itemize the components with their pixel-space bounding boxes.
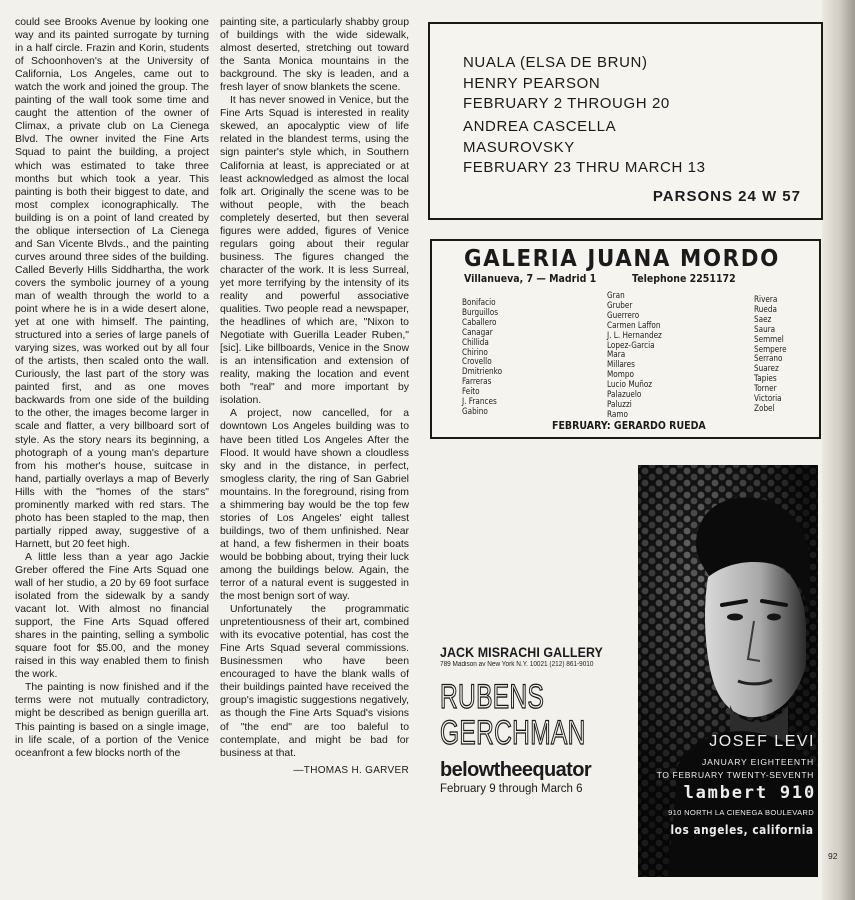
artist-name: Rueda [754, 304, 777, 315]
article-paragraph: painting site, a particularly shabby group of buildings with the wide sidewalk, almost deserted, stretching out toward the Santa Monica mountains in the background. The sky is leaden, and a fresh layer of snow blankets the scene. [220, 17, 409, 94]
gallery-name: JACK MISRACHI GALLERY [440, 645, 603, 660]
artist-name: Carmen Laffon [607, 320, 661, 331]
show-date-start: JANUARY EIGHTEENTH [702, 757, 814, 767]
artist-name: Mara [607, 350, 626, 361]
artist-name: Suarez [754, 364, 779, 375]
gallery-street: 910 NORTH LA CIENEGA BOULEVARD [668, 808, 814, 817]
show-dates: February 9 through March 6 [440, 783, 583, 795]
artist-name: Crovello [462, 357, 492, 368]
shirt-shape [668, 731, 818, 877]
page-gutter-curve [822, 0, 855, 900]
page-number: 92 [828, 851, 838, 861]
artist-name: J. L. Hernandez [607, 330, 662, 341]
artist-line: NUALA (ELSA DE BRUN) [463, 54, 648, 71]
article-column-2 [220, 16, 409, 777]
artist-line: ANDREA CASCELLA [463, 118, 617, 135]
artist-name: Lucio Muñoz [607, 380, 653, 391]
show-title: belowtheequator [440, 759, 592, 781]
artist-name: Tapies [754, 374, 777, 385]
artist-name: Paluzzi [607, 399, 632, 410]
lambert-910-ad [638, 465, 818, 877]
article-paragraph: could see Brooks Avenue by looking one way and its painted surrogate by turning in a half circle. Frazin and Korin, students of Schoonhoven's at the University of California, Los Angeles, came out to watch the work and joined the group. The painting of the wall took some time and caught the attention of the owner of Climax, a private club on La Cienega Blvd. The owner invited the Fine Arts Squad to paint the building, a project which was estimated to take three months but which took a year. This painting is both their biggest to date, and most complex iconographically. The building is on a point of land created by the oblique intersection of La Cienega and San Vicente Blvds., and the painting curves around three sides of the building. Called Beverly Hills Siddhartha, the work covers the symbolic journey of a young man of wealth through the world to a point where he is in a wide desert alone, yet at one with himself. The painting, structured into a series of large panels of varying sizes, was worked out by all four of the artists, then scaled onto the wall. Curiously, the last part of the story was painted first, and as one moves backwards from one side of the building to the other, the images become larger in scale and flatter, a very billboard sort of style. As the story nears its beginning, a photograph of a young man's departure from his mother's house, suitcase in hand, partially overlays a map of Beverly Hills with the "homes of the stars" prominently marked with red stars. The photo has been stapled to the map, then partially ripped away, suggestive of a Harnett, but 20 feet high. [15, 17, 209, 550]
gallery-phone: Telephone 2251172 [632, 273, 736, 285]
article-paragraph: A little less than a year ago Jackie Greber offered the Fine Arts Squad one wall of her studio, a 20 by 69 foot surface isolated from the sidewalk by a sandy vacant lot. With almost no financial support, the Fine Arts Squad offered shares in the painting, selling a symbolic square foot for $5.00, and the money raised in this way enabled them to finish the work. [15, 551, 209, 681]
artist-list-2 [607, 292, 662, 421]
artist-name: Ramo [607, 409, 628, 420]
artist-name: Saura [754, 324, 776, 335]
artist-name: Burguillos [462, 307, 499, 318]
artist-name: Lopez-Garcia [607, 340, 655, 351]
gallery-city: los angeles, california [670, 823, 814, 837]
artist-last-name: GERCHMAN [440, 714, 586, 752]
face-shape [705, 562, 806, 717]
artist-name: J. Frances [462, 397, 497, 408]
artist-name: Gran [607, 291, 625, 301]
first-show-block [463, 53, 670, 115]
artist-name: Semmel [754, 334, 784, 345]
article-paragraph: The painting is now finished and if the terms were not mutually contradictory, might be described as benign guerilla art. This painting is based on a single image, in life scale, of a portion of the Venice oceanfront a few blocks north of the [15, 682, 209, 759]
parsons-gallery-ad [428, 22, 823, 220]
artist-name: Feito [462, 387, 480, 398]
artist-name: Chirino [462, 347, 488, 358]
artist-name: Palazuelo [607, 390, 642, 401]
gallery-address: PARSONS 24 W 57 [652, 188, 801, 205]
artist-name: Canagar [462, 327, 493, 338]
article-paragraph: It has never snowed in Venice, but the Fine Arts Squad is interested in reality skewed, an apocalyptic view of life related in the blandest terms, using the sign painter's style which, in Southern California at least, is appreciated or at least acknowledged as almost the local folk art. Originally the scene was to be without people, with the beach completely deserted, but then several figures were added, figures of Venice regulars going about their regular business. The figures changed the character of the work. It is less Surreal, yet more terrifying by the intensity of its reality and powerful associative qualities. Two people read a newspaper, the headlines of which are, "Nixon to Negotiate with Guerilla Leader Ruben," [sic]. Like billboards, Venice in the Snow is an intensification and extension of reality, making the location and event both "real" and more important by isolation. [220, 95, 409, 407]
artist-name: Dmitrienko [462, 367, 503, 378]
artist-list-1 [462, 299, 502, 418]
article-column-1 [15, 16, 209, 760]
artist-name: Torner [754, 384, 777, 395]
jack-misrachi-gallery-ad [440, 645, 635, 815]
artist-name: Caballero [462, 317, 497, 328]
show-dates: FEBRUARY 2 THROUGH 20 [463, 95, 670, 112]
artist-name: Serrano [754, 354, 783, 365]
artist-name: Rivera [754, 295, 778, 305]
article-paragraph: Unfortunately the programmatic unpretentiousness of their art, combined with its evocative potential, has cost the Fine Arts Squad several commissions. Businessmen who have been encouraged to have the blank walls of their buildings painted have received the group's imagistic suggestions negatively, as though the Fine Arts Squad's visions of "the end" are too baleful to contemplate, and might be bad for business at that. [220, 604, 409, 759]
artist-list-3 [754, 296, 787, 415]
artist-line: HENRY PEARSON [463, 74, 601, 92]
artist-name: Gabino [462, 406, 488, 417]
artist-name: Farreras [462, 377, 492, 388]
artist-name: Chillida [462, 337, 489, 348]
show-dates: FEBRUARY 23 THRU MARCH 13 [463, 159, 706, 176]
artist-name: Zobel [754, 403, 775, 414]
galeria-juana-mordo-ad [430, 239, 821, 439]
show-date-end: TO FEBRUARY TWENTY-SEVENTH [656, 770, 814, 780]
artist-name: Guerrero [607, 310, 640, 321]
february-show: FEBRUARY: GERARDO RUEDA [552, 420, 706, 432]
artist-name: Victoria [754, 394, 782, 405]
artist-first-name: RUBENS [440, 678, 545, 716]
artist-name: Mompo [607, 370, 634, 381]
gallery-address: Villanueva, 7 — Madrid 1 [464, 273, 597, 285]
gallery-address: 789 Madison av New York N.Y. 10021 (212) 861-9010 [440, 661, 594, 668]
gallery-title: GALERIA JUANA MORDO [464, 246, 780, 272]
author-signature: —THOMAS H. GARVER [293, 764, 409, 776]
artist-name: Gruber [607, 300, 633, 311]
artist-name: Bonifacio [462, 298, 496, 308]
artist-name: JOSEF LEVI [709, 733, 815, 750]
gallery-name: lambert 910 [683, 783, 816, 803]
artist-name: Millares [607, 360, 635, 371]
article-paragraph: A project, now cancelled, for a downtown Los Angeles building was to have been titled Los Angeles After the Flood. It would have shown a cloudless sky and in the distance, in perfect, smogless clarity, the ring of San Gabriel mountains. In the foreground, rising from a shimmering bay would be the top few stories of Los Angeles' eight tallest buildings, two of them unfinished. Near at hand, a few fishermen in their boats would be bobbing about, trying their luck among the buildings below. Again, the terror of a natural event is suggested in the most benign sort of way. [220, 408, 409, 603]
second-show-block [463, 117, 706, 179]
artist-name: Saez [754, 314, 772, 325]
artist-line: MASUROVSKY [463, 138, 575, 156]
artist-name: Sempere [754, 344, 787, 355]
